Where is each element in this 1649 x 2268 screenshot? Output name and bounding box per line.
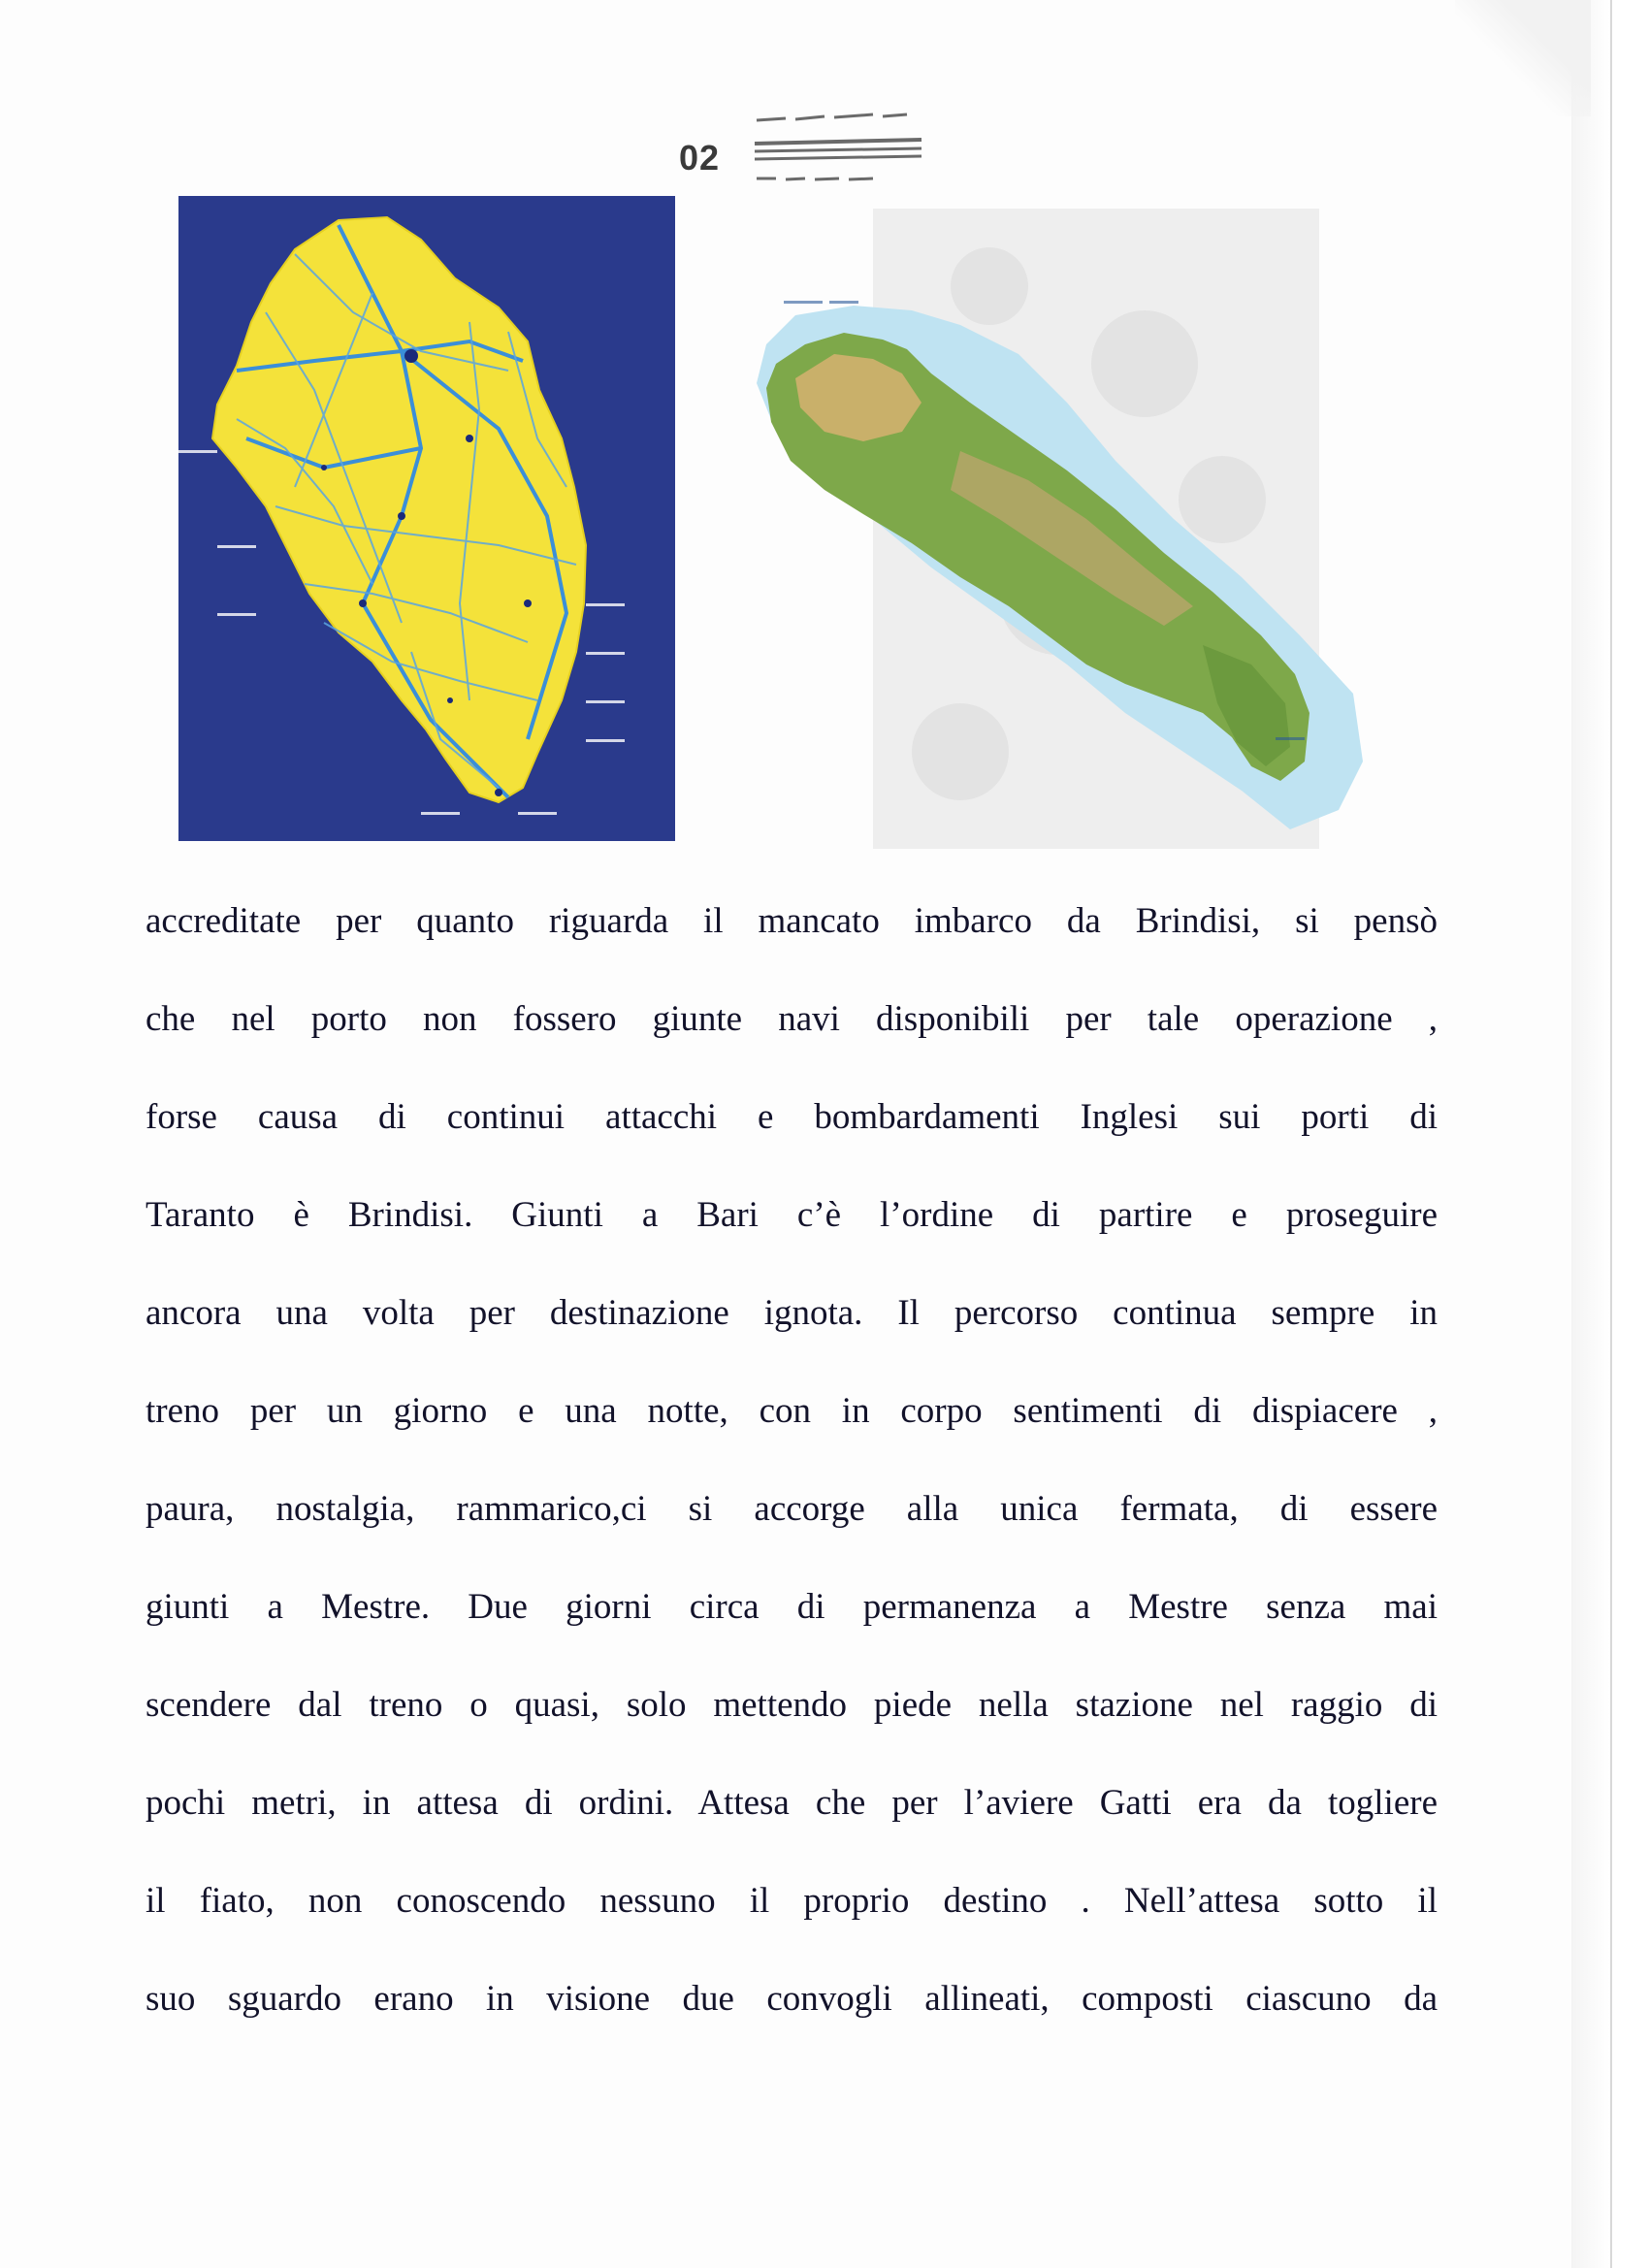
text-line-11: il fiato, non conoscendo nessuno il proprio destino . Nell’attesa sotto il (146, 1881, 1438, 1921)
salento-map-graphic (178, 196, 675, 841)
text-line-12: suo sguardo erano in visione due convogli allineati, composti ciascuno da (146, 1979, 1438, 2019)
document-body (146, 892, 1438, 2068)
text-line-4: Taranto è Brindisi. Giunti a Bari c’è l’ordine di partire e proseguire (146, 1195, 1438, 1235)
text-line-2: che nel porto non fossero giunte navi disponibili per tale operazione , (146, 999, 1438, 1039)
puglia-map-graphic (737, 209, 1363, 849)
text-line-1: accreditate per quanto riguarda il mancato imbarco da Brindisi, si pensò (146, 901, 1438, 941)
stamp-number: 02 (679, 138, 721, 178)
puglia-relief-map (737, 209, 1363, 849)
text-line-6: treno per un giorno e una notte, con in corpo sentimenti di dispiacere , (146, 1391, 1438, 1431)
text-line-8: giunti a Mestre. Due giorni circa di permanenza a Mestre senza mai (146, 1587, 1438, 1627)
salento-road-map (178, 196, 675, 841)
page-edge (1571, 0, 1610, 2268)
text-line-7: paura, nostalgia, rammarico,ci si accorge alla unica fermata, di essere (146, 1489, 1438, 1529)
text-line-3: forse causa di continui attacchi e bombardamenti Inglesi sui porti di (146, 1097, 1438, 1137)
text-line-5: ancora una volta per destinazione ignota. Il percorso continua sempre in (146, 1293, 1438, 1333)
folded-corner (1455, 0, 1591, 116)
text-line-10: pochi metri, in attesa di ordini. Attesa che per l’aviere Gatti era da togliere (146, 1783, 1438, 1823)
text-line-9: scendere dal treno o quasi, solo mettendo piede nella stazione nel raggio di (146, 1685, 1438, 1725)
page-stamp (679, 105, 931, 192)
